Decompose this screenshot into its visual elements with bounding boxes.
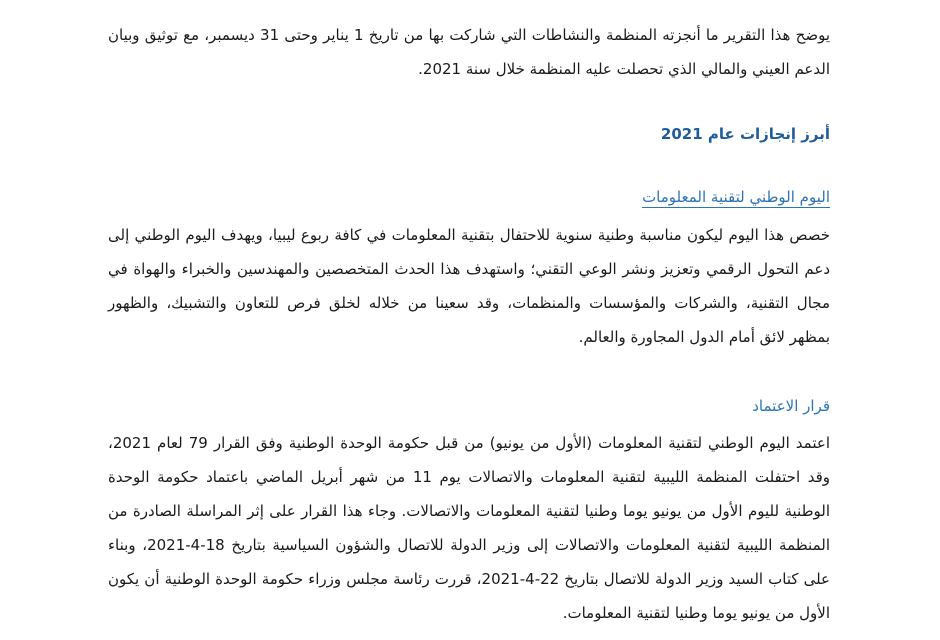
section-body-approval: اعتمد اليوم الوطني لتقنية المعلومات (الأول من يونيو) من قبل حكومة الوحدة الوطنية وفق القرار 79 لعام 2021، وقد احتفلت المنظمة الليبية لتقنية المعلومات والاتصالات يوم 11 من شهر أبريل الماضي باعتماد حكومة الوحدة الوطنية لليوم الأول من يونيو يوما وطنيا لتقنية المعلومات والاتصالات. وجاء هذا القرار على إثر المراسلة الصادرة من المنظمة الليبية لتقنية المعلومات والاتصالات إلى وزير الدولة للاتصال والشؤون السياسية بتاريخ 18-4-2021، وبناء على كتاب السيد وزير الدولة للاتصال بتاريخ 22-4-2021، قررت رئاسة مجلس وزراء حكومة الوحدة الوطنية أن يكون الأول من يونيو يوما وطنيا لتقنية المعلومات. bbox=[108, 434, 830, 622]
section-heading-it-day: اليوم الوطني لتقنية المعلومات bbox=[642, 188, 830, 206]
page-margin bbox=[0, 0, 14, 640]
document-page bbox=[108, 0, 830, 640]
highlights-heading: أبرز إنجازات عام 2021 bbox=[660, 125, 830, 143]
section-heading-approval: قرار الاعتماد bbox=[752, 397, 830, 415]
intro-paragraph: يوضح هذا التقرير ما أنجزته المنظمة والنشاطات التي شاركت بها من تاريخ 1 يناير وحتى 31 ديسمبر، مع توثيق وبيان الدعم العيني والمالي الذي تحصلت عليه المنظمة خلال سنة 2021. bbox=[108, 26, 830, 78]
section-body-it-day: خصص هذا اليوم ليكون مناسبة وطنية سنوية للاحتفال بتقنية المعلومات في كافة ربوع ليبيا، ويهدف اليوم الوطني إلى دعم التحول الرقمي وتعزيز ونشر الوعي التقني؛ واستهدف هذا الحدث المتخصصين والمهندسين والخبراء والهواة في مجال التقنية، والشركات والمؤسسات والمنظمات، وقد سعينا من خلاله لخلق فرص للتعاون والتشبيك، والظهور بمظهر لائق أمام الدول المجاورة والعالم. bbox=[108, 226, 830, 346]
